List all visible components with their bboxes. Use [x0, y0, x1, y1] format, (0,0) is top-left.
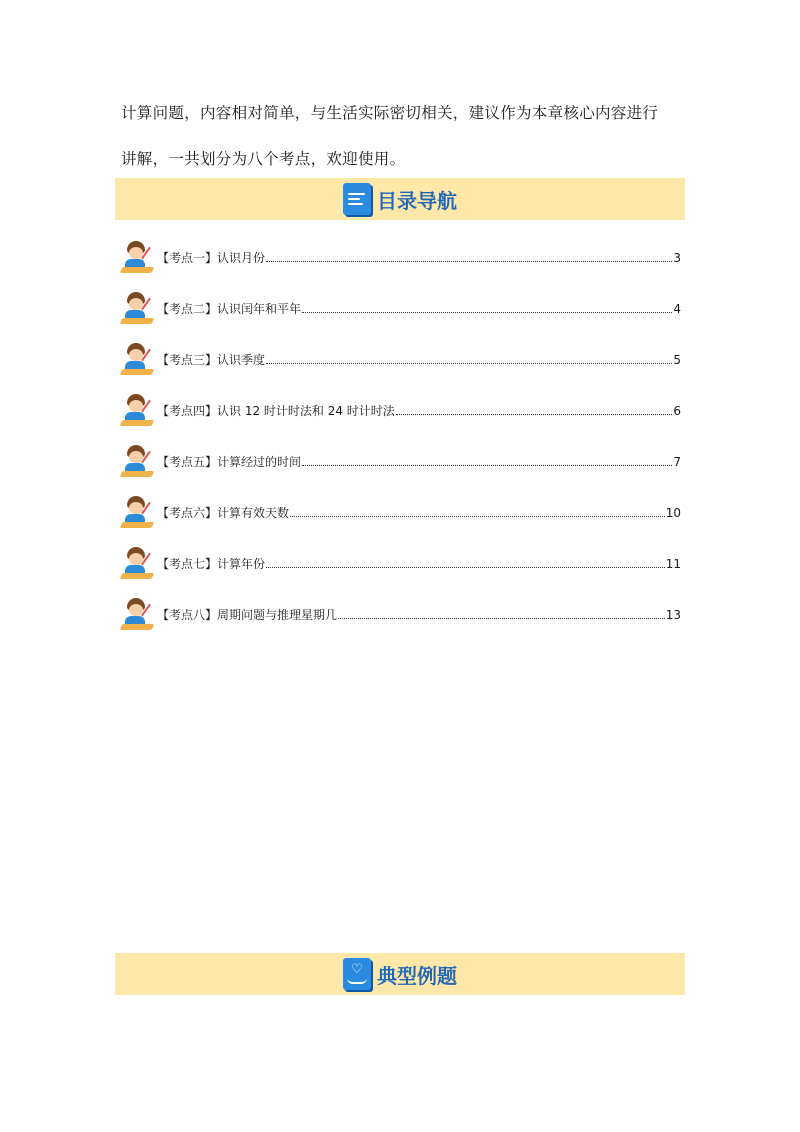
- toc-item-label: 【考点八】周期问题与推理星期几: [157, 608, 338, 622]
- toc-item-label: 【考点二】认识闰年和平年: [157, 302, 302, 316]
- student-avatar-icon: [121, 340, 155, 380]
- student-avatar-icon: [121, 595, 155, 635]
- toc-item[interactable]: [121, 538, 681, 589]
- heart-book-icon: ♡: [343, 958, 371, 990]
- toc-page-number: 3: [673, 250, 681, 265]
- toc-leader-dots: [266, 260, 672, 262]
- toc-page-number: 13: [665, 607, 681, 622]
- toc-item-label: 【考点七】计算年份: [157, 557, 266, 571]
- toc-item[interactable]: [121, 436, 681, 487]
- toc-page-number: 6: [673, 403, 681, 418]
- toc-item[interactable]: [121, 232, 681, 283]
- book-icon: [343, 183, 371, 215]
- toc-item-label: 【考点四】认识 12 时计时法和 24 时计时法: [157, 404, 395, 418]
- toc-banner: [115, 178, 685, 220]
- toc-page-number: 5: [673, 352, 681, 367]
- toc-leader-dots: [266, 362, 672, 364]
- intro-paragraph: [121, 90, 686, 182]
- toc-page-number: 10: [665, 505, 681, 520]
- toc-leader-dots: [338, 617, 665, 619]
- toc-item-label: 【考点三】认识季度: [157, 353, 266, 367]
- toc-leader-dots: [396, 413, 673, 415]
- toc-item[interactable]: [121, 487, 681, 538]
- toc-leader-dots: [302, 464, 672, 466]
- student-avatar-icon: [121, 544, 155, 584]
- toc-item[interactable]: [121, 589, 681, 640]
- student-avatar-icon: [121, 238, 155, 278]
- toc-leader-dots: [302, 311, 672, 313]
- intro-line-2: 讲解，一共划分为八个考点，欢迎使用。: [121, 150, 406, 168]
- examples-banner-title: 典型例题: [377, 963, 457, 988]
- table-of-contents: [121, 232, 681, 640]
- toc-page-number: 7: [673, 454, 681, 469]
- toc-leader-dots: [290, 515, 665, 517]
- toc-item[interactable]: [121, 385, 681, 436]
- student-avatar-icon: [121, 289, 155, 329]
- toc-item-label: 【考点六】计算有效天数: [157, 506, 290, 520]
- toc-item[interactable]: [121, 283, 681, 334]
- toc-leader-dots: [266, 566, 665, 568]
- student-avatar-icon: [121, 442, 155, 482]
- toc-page-number: 4: [673, 301, 681, 316]
- toc-banner-title: 目录导航: [377, 188, 457, 213]
- examples-banner: [115, 953, 685, 995]
- toc-item[interactable]: [121, 334, 681, 385]
- toc-page-number: 11: [665, 556, 681, 571]
- toc-item-label: 【考点五】计算经过的时间: [157, 455, 302, 469]
- student-avatar-icon: [121, 493, 155, 533]
- toc-item-label: 【考点一】认识月份: [157, 251, 266, 265]
- intro-line-1: 计算问题，内容相对简单，与生活实际密切相关，建议作为本章核心内容进行: [121, 104, 659, 122]
- student-avatar-icon: [121, 391, 155, 431]
